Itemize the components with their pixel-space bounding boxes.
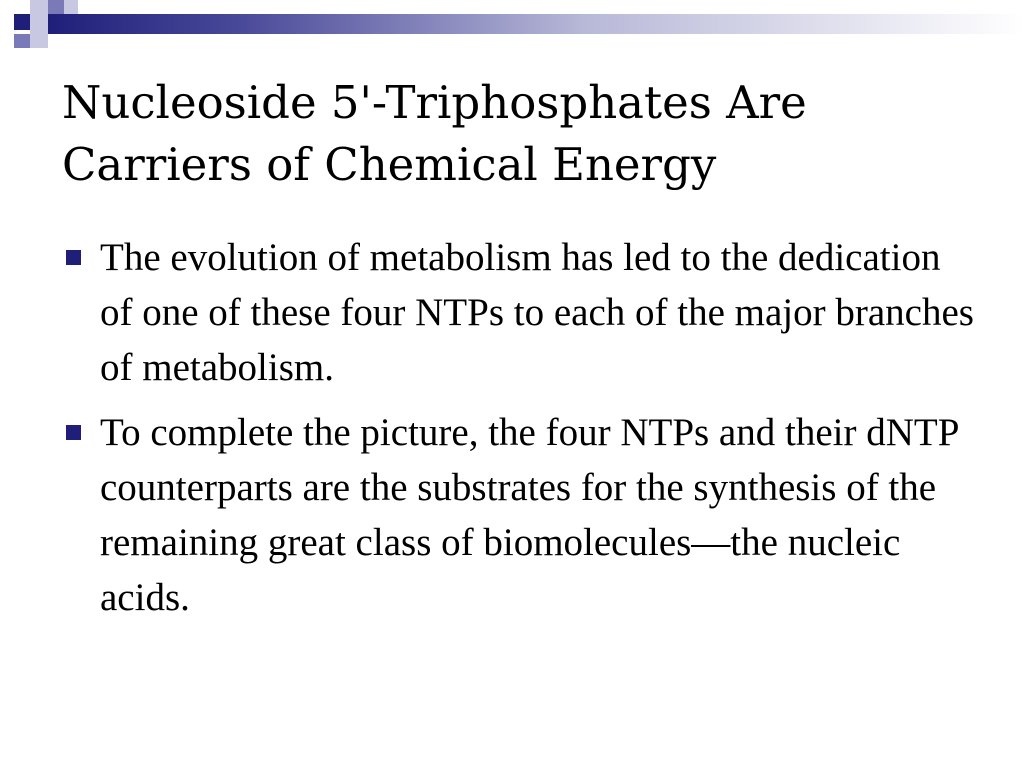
decorative-header-bar	[48, 14, 1024, 34]
bullet-item	[62, 405, 982, 625]
bullet-text: The evolution of metabolism has led to the dedication of one of these four NTPs to each of the major branches of metabolism.	[100, 236, 974, 389]
decorative-square	[30, 0, 48, 14]
decorative-square	[14, 14, 30, 30]
square-bullet-icon	[66, 425, 81, 440]
bullet-list	[62, 230, 982, 635]
decorative-square	[30, 14, 48, 34]
slide-title-line-2: Carriers of Chemical Energy	[62, 138, 717, 191]
bullet-text: To complete the picture, the four NTPs and their dNTP counterparts are the substrates for the synthesis of the remaining great class of biomolecules—the nucleic acids.	[100, 411, 958, 619]
bullet-item	[62, 230, 982, 395]
slide-title	[62, 72, 1002, 196]
decorative-square	[48, 0, 64, 14]
decorative-square	[14, 34, 30, 48]
square-bullet-icon	[66, 250, 81, 265]
decorative-square	[64, 0, 78, 14]
slide-title-line-1: Nucleoside 5'-Triphosphates Are	[62, 76, 807, 129]
decorative-square	[30, 34, 48, 48]
